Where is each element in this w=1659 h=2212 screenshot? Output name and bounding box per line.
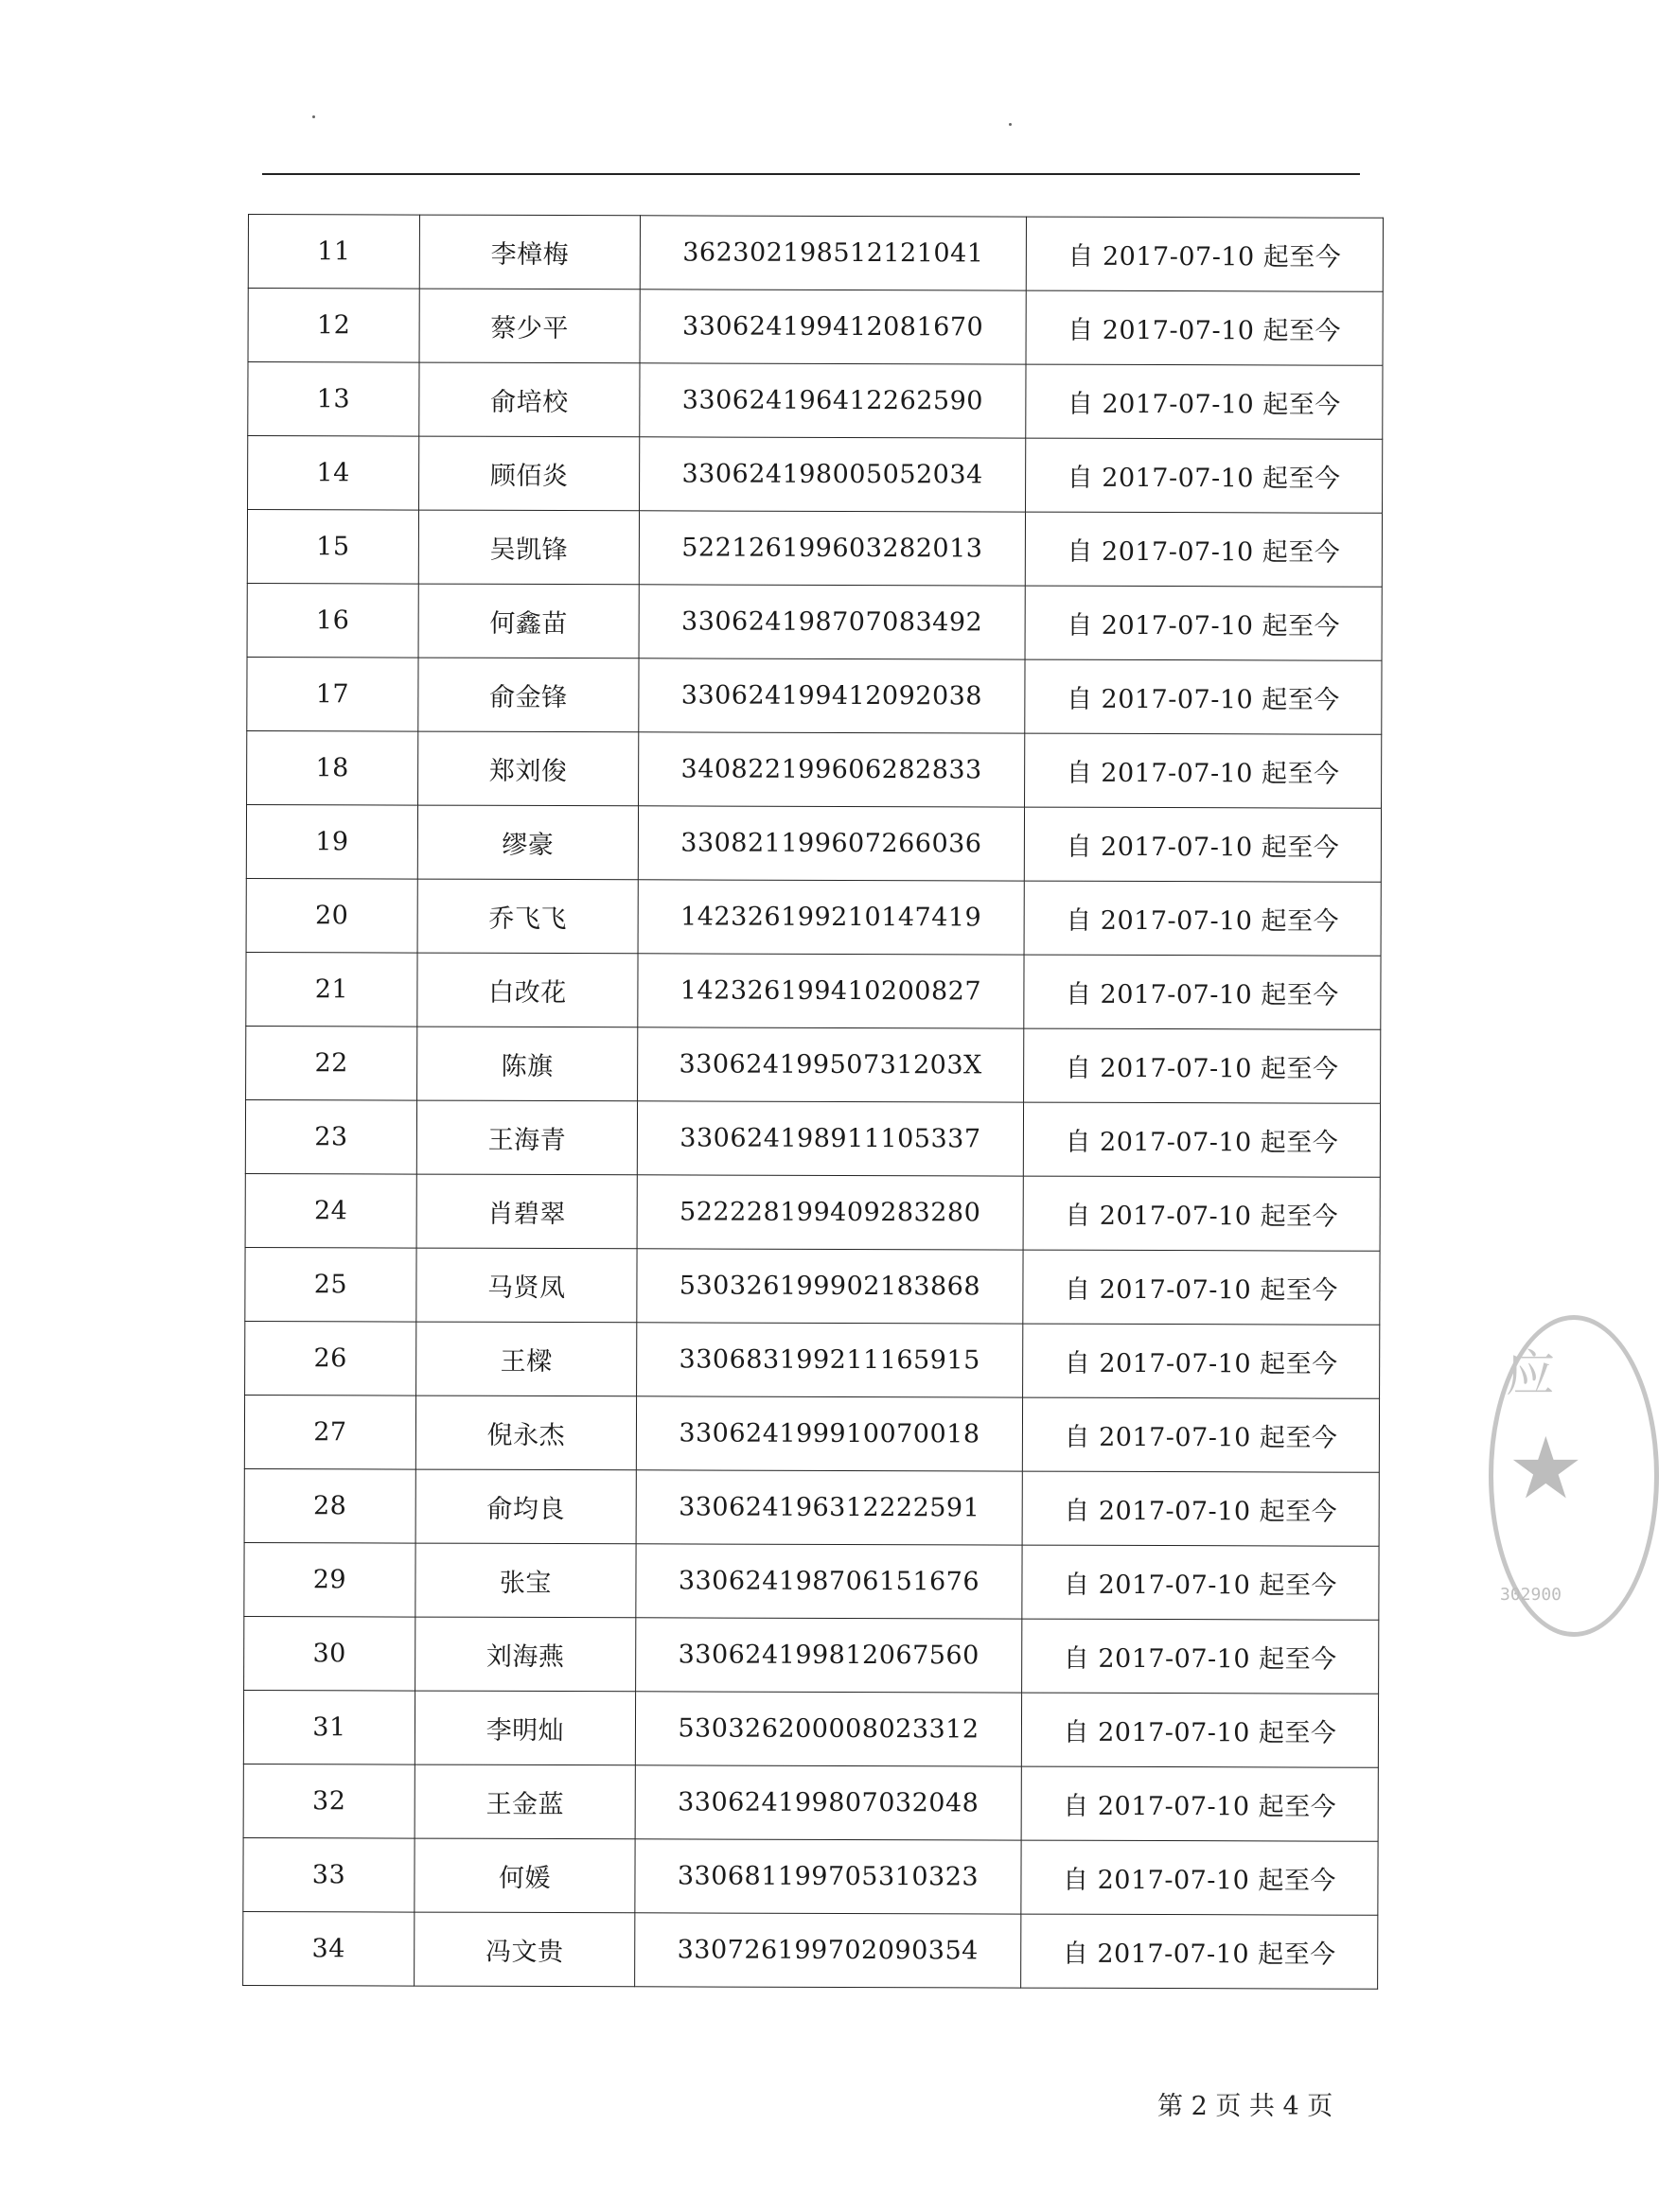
employee-name: 陈旗 <box>417 1027 638 1101</box>
star-icon: ★ <box>1508 1419 1584 1519</box>
id-number: 330624198911105337 <box>637 1101 1023 1176</box>
employee-name: 张宝 <box>415 1543 636 1618</box>
employment-period: 自 2017-07-10 起至今 <box>1022 1545 1379 1620</box>
row-number: 28 <box>244 1468 415 1543</box>
row-number: 15 <box>247 510 418 585</box>
table-row <box>244 1468 1379 1546</box>
employee-name: 刘海燕 <box>415 1617 636 1692</box>
table-row <box>247 510 1382 588</box>
row-number: 12 <box>248 289 419 363</box>
table-row <box>245 1173 1380 1251</box>
employee-name: 蔡少平 <box>419 289 640 363</box>
id-number: 522228199409283280 <box>637 1175 1023 1250</box>
id-number: 330624198005052034 <box>640 437 1026 512</box>
employment-period: 自 2017-07-10 起至今 <box>1022 1397 1379 1472</box>
row-number: 22 <box>246 1026 417 1100</box>
employee-name: 肖碧翠 <box>416 1174 637 1249</box>
row-number: 11 <box>248 215 419 290</box>
header-rule <box>262 173 1360 175</box>
employee-name: 王金蓝 <box>415 1764 635 1839</box>
row-number: 33 <box>243 1837 415 1912</box>
id-number: 142326199210147419 <box>638 880 1024 955</box>
employment-period: 自 2017-07-10 起至今 <box>1025 512 1382 587</box>
table-row <box>248 436 1383 514</box>
id-number: 330681199705310323 <box>635 1839 1021 1914</box>
id-number: 340822199606282833 <box>639 732 1025 807</box>
row-number: 26 <box>245 1321 416 1396</box>
employment-period: 自 2017-07-10 起至今 <box>1024 955 1381 1029</box>
id-number: 330624196312222591 <box>636 1470 1022 1545</box>
row-number: 25 <box>245 1247 416 1322</box>
employment-period: 自 2017-07-10 起至今 <box>1023 1250 1380 1325</box>
row-number: 20 <box>246 878 417 953</box>
employee-name: 俞均良 <box>415 1469 636 1544</box>
employment-period: 自 2017-07-10 起至今 <box>1024 1028 1381 1103</box>
row-number: 32 <box>243 1764 415 1838</box>
employee-name: 吴凯锋 <box>418 510 639 585</box>
table-row <box>248 362 1383 440</box>
table-row <box>243 1764 1378 1841</box>
employment-period: 自 2017-07-10 起至今 <box>1025 733 1382 808</box>
employee-name: 李樟梅 <box>419 215 640 290</box>
employee-name: 俞金锋 <box>418 658 639 732</box>
table-row <box>247 583 1382 660</box>
scan-speck <box>312 115 315 118</box>
employment-period: 自 2017-07-10 起至今 <box>1021 1766 1378 1841</box>
id-number: 330624199412092038 <box>639 658 1025 733</box>
employee-name: 何鑫苗 <box>418 584 639 658</box>
employee-table-body <box>243 215 1384 1990</box>
id-number: 330726199702090354 <box>635 1913 1021 1988</box>
scan-speck <box>1009 123 1012 126</box>
table-row <box>245 1247 1380 1325</box>
table-row <box>245 1099 1380 1177</box>
row-number: 17 <box>247 657 418 731</box>
table-row <box>243 1837 1378 1915</box>
id-number: 33062419950731203X <box>638 1027 1024 1102</box>
employment-period: 自 2017-07-10 起至今 <box>1026 438 1383 513</box>
id-number: 362302198512121041 <box>640 216 1026 290</box>
employment-period: 自 2017-07-10 起至今 <box>1022 1619 1379 1694</box>
row-number: 29 <box>244 1542 415 1617</box>
employment-period: 自 2017-07-10 起至今 <box>1025 659 1382 734</box>
row-number: 34 <box>243 1911 415 1986</box>
employee-name: 王樑 <box>416 1322 637 1396</box>
table-row <box>245 1321 1380 1398</box>
employment-period: 自 2017-07-10 起至今 <box>1023 1176 1380 1251</box>
table-row <box>246 1026 1381 1103</box>
row-number: 18 <box>247 730 418 805</box>
row-number: 13 <box>248 362 419 437</box>
table-row <box>243 1911 1378 1989</box>
employment-period: 自 2017-07-10 起至今 <box>1026 217 1383 291</box>
official-seal <box>1489 1315 1584 1637</box>
employee-name: 白改花 <box>417 953 638 1027</box>
row-number: 23 <box>245 1099 416 1174</box>
employee-name: 乔飞飞 <box>417 879 638 954</box>
employee-name: 冯文贵 <box>415 1912 635 1987</box>
row-number: 14 <box>248 436 419 511</box>
table-row <box>248 215 1383 292</box>
employment-period: 自 2017-07-10 起至今 <box>1021 1914 1378 1989</box>
employee-table <box>242 214 1384 1990</box>
employment-period: 自 2017-07-10 起至今 <box>1021 1693 1378 1767</box>
table-row <box>246 878 1381 956</box>
table-row <box>244 1395 1379 1472</box>
employment-period: 自 2017-07-10 起至今 <box>1021 1840 1378 1915</box>
id-number: 330624198707083492 <box>639 585 1025 659</box>
table-row <box>246 804 1381 882</box>
id-number: 330624199812067560 <box>636 1618 1022 1693</box>
seal-number: 302900 <box>1500 1585 1562 1605</box>
id-number: 330624199807032048 <box>635 1765 1021 1840</box>
employment-period: 自 2017-07-10 起至今 <box>1025 586 1382 660</box>
page-number: 第 2 页 共 4 页 <box>1157 2092 1333 2121</box>
row-number: 16 <box>247 583 418 658</box>
employment-period: 自 2017-07-10 起至今 <box>1023 1324 1380 1398</box>
employee-name: 何媛 <box>415 1838 635 1913</box>
employee-name: 俞培校 <box>419 362 640 437</box>
employment-period: 自 2017-07-10 起至今 <box>1022 1471 1379 1546</box>
id-number: 330624199412081670 <box>640 290 1026 364</box>
employment-period: 自 2017-07-10 起至今 <box>1024 881 1381 956</box>
id-number: 530326199902183868 <box>637 1249 1023 1324</box>
id-number: 330821199607266036 <box>638 806 1024 881</box>
table-row <box>244 1616 1379 1694</box>
row-number: 24 <box>245 1173 416 1248</box>
table-row <box>247 657 1382 734</box>
row-number: 30 <box>244 1616 415 1691</box>
id-number: 522126199603282013 <box>639 511 1025 586</box>
employment-period: 自 2017-07-10 起至今 <box>1024 807 1381 882</box>
seal-text: 应 <box>1506 1346 1556 1403</box>
row-number: 27 <box>244 1395 415 1469</box>
table-row <box>243 1690 1378 1767</box>
employment-period: 自 2017-07-10 起至今 <box>1026 364 1383 439</box>
row-number: 19 <box>246 804 417 879</box>
row-number: 21 <box>246 952 417 1027</box>
employee-name: 李明灿 <box>415 1691 635 1765</box>
id-number: 330683199211165915 <box>637 1323 1023 1397</box>
table-row <box>246 952 1381 1029</box>
row-number: 31 <box>243 1690 415 1764</box>
table-row <box>248 289 1383 366</box>
employment-period: 自 2017-07-10 起至今 <box>1026 290 1383 365</box>
id-number: 330624198706151676 <box>636 1544 1022 1619</box>
employee-name: 倪永杰 <box>415 1396 636 1470</box>
id-number: 530326200008023312 <box>635 1692 1021 1766</box>
employee-name: 缪豪 <box>417 805 638 880</box>
table-row <box>247 730 1382 808</box>
table-row <box>244 1542 1379 1620</box>
employee-name: 马贤凤 <box>416 1248 637 1323</box>
employee-name: 郑刘俊 <box>418 731 639 806</box>
employee-name: 王海青 <box>416 1100 637 1175</box>
employee-name: 顾佰炎 <box>419 436 640 511</box>
id-number: 330624196412262590 <box>640 363 1026 438</box>
id-number: 142326199410200827 <box>638 954 1024 1028</box>
id-number: 330624199910070018 <box>636 1396 1022 1471</box>
employment-period: 自 2017-07-10 起至今 <box>1023 1102 1380 1177</box>
